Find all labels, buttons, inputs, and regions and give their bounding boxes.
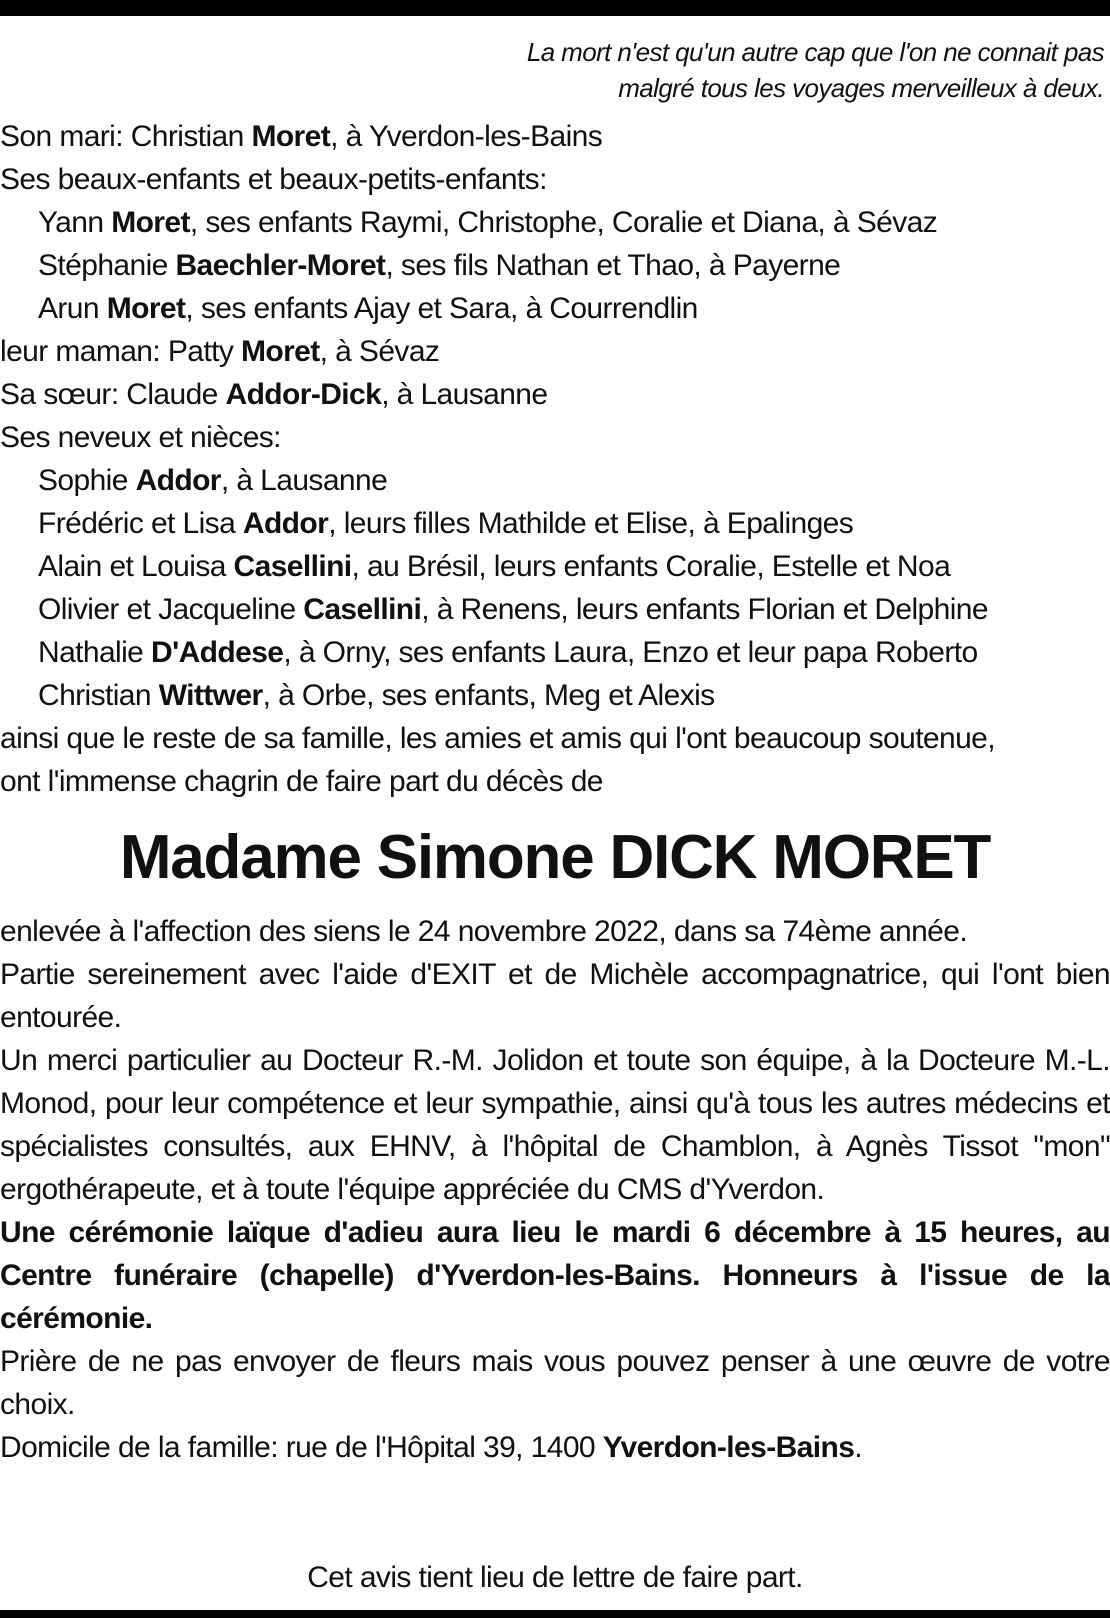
family-line-olivier: Olivier et Jacqueline Casellini, à Renens, leurs enfants Florian et Delphine: [38, 593, 988, 626]
family-line-christian-wittwer: Christian Wittwer, à Orbe, ses enfants, Meg et Alexis: [38, 679, 715, 712]
top-border: [0, 0, 1110, 16]
details-family-address: Domicile de la famille: rue de l'Hôpital 39, 1400 Yverdon-les-Bains.: [0, 1431, 863, 1464]
footer-note: Cet avis tient lieu de lettre de faire part.: [307, 1561, 803, 1594]
bottom-border: [0, 1610, 1110, 1618]
family-line-nephews-heading: Ses neveux et nièces:: [0, 421, 281, 454]
family-line-sister: Sa sœur: Claude Addor-Dick, à Lausanne: [0, 378, 548, 411]
family-line-yann: Yann Moret, ses enfants Raymi, Christophe, Coralie et Diana, à Sévaz: [38, 206, 938, 239]
deceased-name-title: Madame Simone DICK MORET: [119, 823, 991, 892]
family-line-nathalie: Nathalie D'Addese, à Orny, ses enfants Laura, Enzo et leur papa Roberto: [38, 636, 978, 669]
details-exit: Partie sereinement avec l'aide d'EXIT et de Michèle accompagnatrice, qui l'ont bien entourée.: [0, 958, 1110, 1034]
family-line-frederic: Frédéric et Lisa Addor, leurs filles Mathilde et Elise, à Epalinges: [38, 507, 854, 540]
family-line-rest: ainsi que le reste de sa famille, les amies et amis qui l'ont beaucoup soutenue,: [0, 722, 995, 755]
family-line-stepchildren-heading: Ses beaux-enfants et beaux-petits-enfants:: [0, 163, 547, 196]
family-line-arun: Arun Moret, ses enfants Ajay et Sara, à Courrendlin: [38, 292, 698, 325]
family-line-alain: Alain et Louisa Casellini, au Brésil, leurs enfants Coralie, Estelle et Noa: [38, 550, 951, 583]
quote-line-2: malgré tous les voyages merveilleux à deux.: [618, 73, 1104, 103]
family-line-announcement: ont l'immense chagrin de faire part du décès de: [0, 765, 603, 798]
details-passing-date: enlevée à l'affection des siens le 24 novembre 2022, dans sa 74ème année.: [0, 915, 968, 948]
details-ceremony: Une cérémonie laïque d'adieu aura lieu le mardi 6 décembre à 15 heures, au Centre funéraire (chapelle) d'Yverdon-les-Bains. Honneurs à l'issue de la cérémonie.: [0, 1216, 1110, 1335]
family-line-stephanie: Stéphanie Baechler-Moret, ses fils Nathan et Thao, à Payerne: [38, 249, 841, 282]
details-thanks: Un merci particulier au Docteur R.-M. Jolidon et toute son équipe, à la Docteure M.-L. Monod, pour leur compétence et leur sympathie, ainsi qu'à tous les autres médecins et spécialistes consultés, aux EHNV, à l'hôpital de Chamblon, à Agnès Tissot "mon" ergothérapeute, et à toute l'équipe appréciée du CMS d'Yverdon.: [0, 1044, 1110, 1206]
family-list: [0, 115, 1110, 803]
family-line-sophie: Sophie Addor, à Lausanne: [38, 464, 388, 497]
family-line-husband: Son mari: Christian Moret, à Yverdon-les-Bains: [0, 120, 603, 153]
details-flowers: Prière de ne pas envoyer de fleurs mais vous pouvez penser à une œuvre de votre choix.: [0, 1345, 1110, 1421]
notice-details: [0, 910, 1110, 1469]
family-line-patty: leur maman: Patty Moret, à Sévaz: [0, 335, 440, 368]
quote-line-1: La mort n'est qu'un autre cap que l'on ne connait pas: [526, 37, 1104, 67]
epigraph-quote: [527, 34, 1104, 106]
